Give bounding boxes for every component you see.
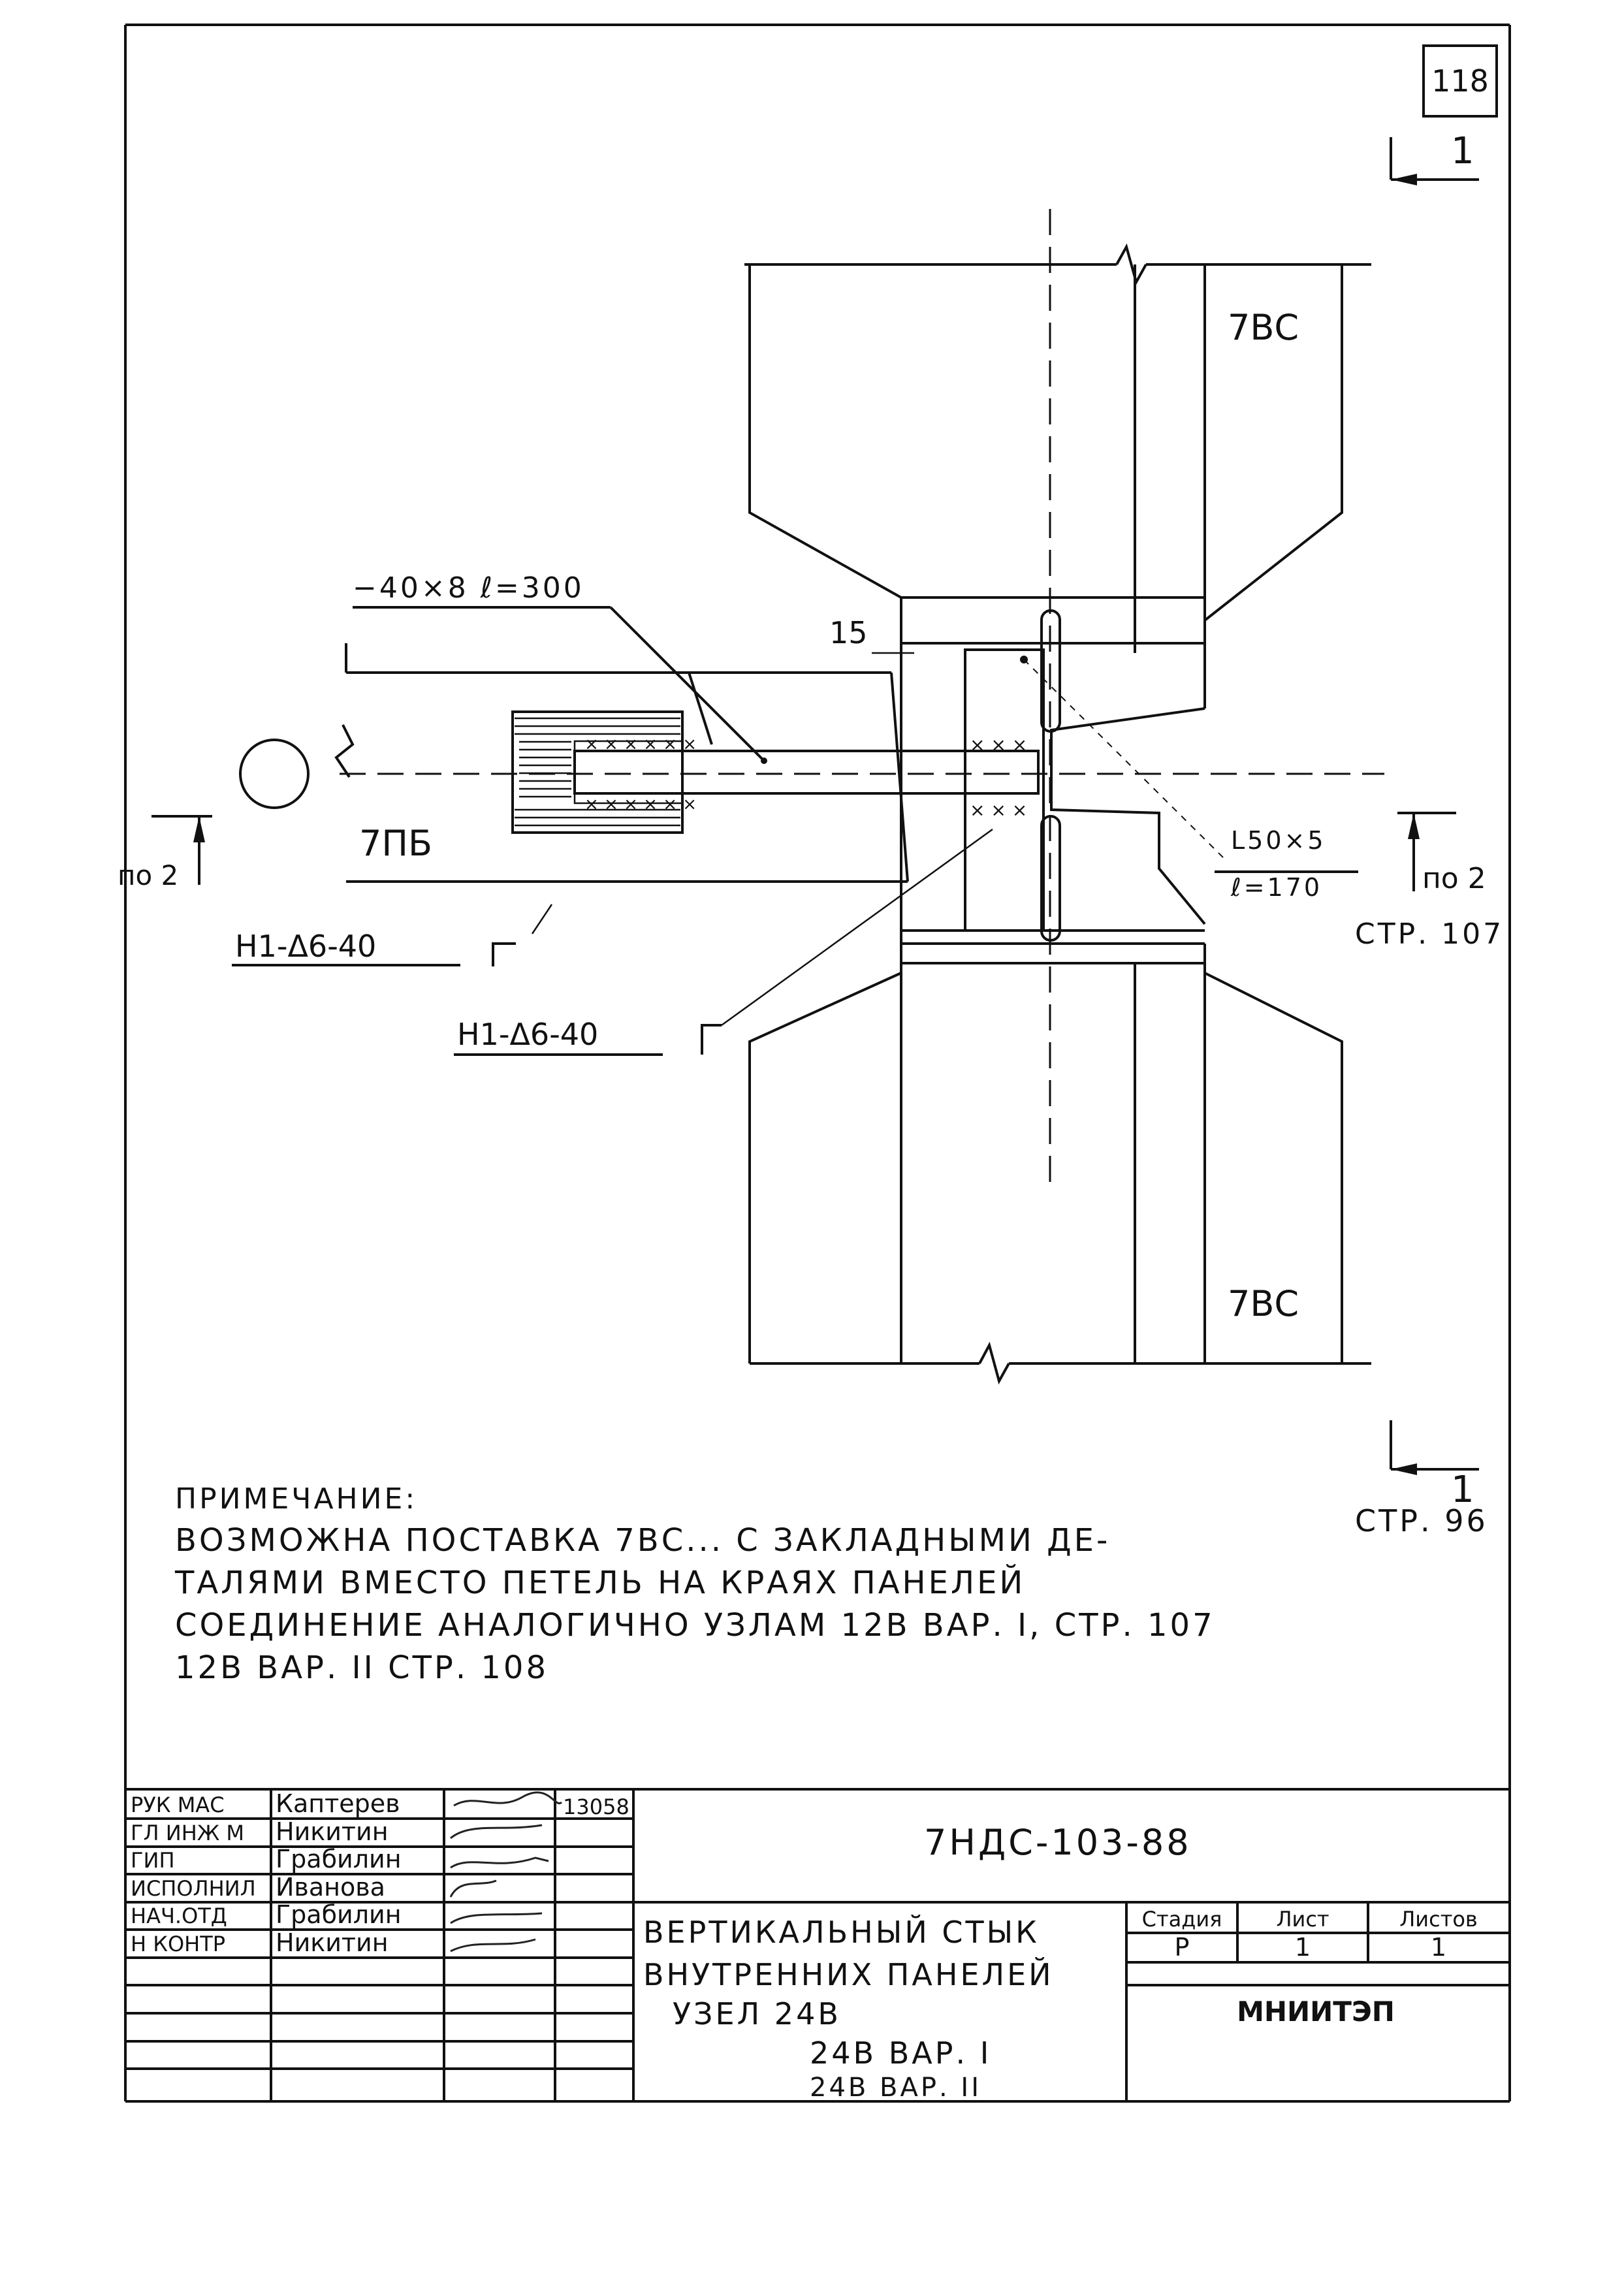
note-line-2: ТАЛЯМИ ВМЕСТО ПЕТЕЛЬ НА КРАЯХ ПАНЕЛЕЙ — [175, 1565, 1026, 1601]
title-line-2: ВНУТРЕННИХ ПАНЕЛЕЙ — [643, 1957, 1054, 1992]
gap-label: 15 — [829, 615, 868, 650]
svg-text:× × × × × ×: × × × × × × — [584, 735, 697, 754]
view-page-ref: СТР. 107 — [1355, 917, 1505, 951]
view-label-right: по 2 — [1422, 862, 1486, 895]
floor-slab — [240, 643, 1038, 882]
archive-number: 13058 — [563, 1794, 629, 1819]
view-label-left: по 2 — [118, 859, 179, 891]
signatures — [451, 1792, 562, 1951]
title-line-4: 24В ВАР. I — [810, 2035, 992, 2071]
section-mark-bottom — [1355, 1420, 1488, 1538]
page-number-box — [1424, 46, 1497, 116]
role-2: ГЛ ИНЖ М — [131, 1821, 244, 1845]
section-page-ref: СТР. 96 — [1355, 1503, 1488, 1538]
title-line-5: 24В ВАР. II — [810, 2073, 982, 2103]
svg-text:× × ×: × × × — [970, 799, 1028, 821]
note-block — [174, 1482, 1215, 1686]
stage-header: Стадия — [1141, 1907, 1222, 1932]
name-2: Никитин — [276, 1817, 389, 1846]
angle-length-label: ℓ=170 — [1231, 873, 1323, 902]
angle-callout — [1215, 826, 1358, 902]
title-line-3: УЗЕЛ 24В — [673, 1996, 841, 2031]
strip-callout — [353, 571, 767, 764]
note-line-3: СОЕДИНЕНИЕ АНАЛОГИЧНО УЗЛАМ 12В ВАР. I, СТР. 107 — [175, 1607, 1215, 1644]
sheets-header: Листов — [1399, 1907, 1478, 1932]
note-heading: ПРИМЕЧАНИЕ: — [175, 1482, 418, 1516]
document-code: 7НДС-103-88 — [924, 1822, 1192, 1863]
note-line-4: 12В ВАР. II СТР. 108 — [175, 1649, 549, 1686]
role-6: Н КОНТР — [131, 1932, 226, 1956]
weld-upper-label: Н1-Δ6-40 — [235, 929, 377, 964]
role-4: ИСПОЛНИЛ — [131, 1876, 256, 1901]
weld-lower-label: Н1-Δ6-40 — [457, 1017, 599, 1052]
page-number: 118 — [1431, 63, 1489, 99]
joint-chamber — [901, 611, 1228, 944]
role-1: РУК МАС — [131, 1792, 225, 1817]
view-mark-left — [118, 816, 212, 891]
slab-label: 7ПБ — [359, 823, 433, 864]
view-mark-right — [1355, 813, 1504, 951]
title-line-1: ВЕРТИКАЛЬНЫЙ СТЫК — [643, 1915, 1040, 1950]
section-number-top: 1 — [1451, 130, 1474, 172]
upper-panel-label: 7ВС — [1228, 307, 1299, 348]
title-block — [125, 1789, 1510, 2103]
role-5: НАЧ.ОТД — [131, 1904, 227, 1928]
strip-label: −40×8 ℓ=300 — [353, 571, 584, 605]
name-1: Каптерев — [276, 1789, 400, 1818]
organization: МНИИТЭП — [1237, 1996, 1395, 2028]
lower-panel — [750, 944, 1371, 1381]
note-line-1: ВОЗМОЖНА ПОСТАВКА 7ВС... С ЗАКЛАДНЫМИ ДЕ- — [175, 1522, 1111, 1559]
role-3: ГИП — [131, 1848, 175, 1873]
name-3: Грабилин — [276, 1845, 402, 1873]
angle-profile-label: L50×5 — [1231, 826, 1326, 855]
section-number-bottom: 1 — [1451, 1469, 1474, 1511]
stage-value: Р — [1174, 1933, 1190, 1962]
name-4: Иванова — [276, 1873, 385, 1902]
section-mark-top — [1391, 130, 1479, 185]
svg-text:× × × × × ×: × × × × × × — [584, 795, 697, 814]
axis-circle — [240, 740, 308, 808]
sheet-value: 1 — [1294, 1933, 1311, 1962]
name-5: Грабилин — [276, 1900, 402, 1929]
sheets-value: 1 — [1430, 1933, 1447, 1962]
weld-lower-callout — [454, 829, 993, 1055]
sheet-header: Лист — [1276, 1907, 1329, 1932]
svg-text:× × ×: × × × — [970, 734, 1028, 756]
lower-panel-label: 7ВС — [1228, 1283, 1299, 1324]
name-6: Никитин — [276, 1928, 389, 1957]
weld-upper-callout — [232, 904, 552, 966]
